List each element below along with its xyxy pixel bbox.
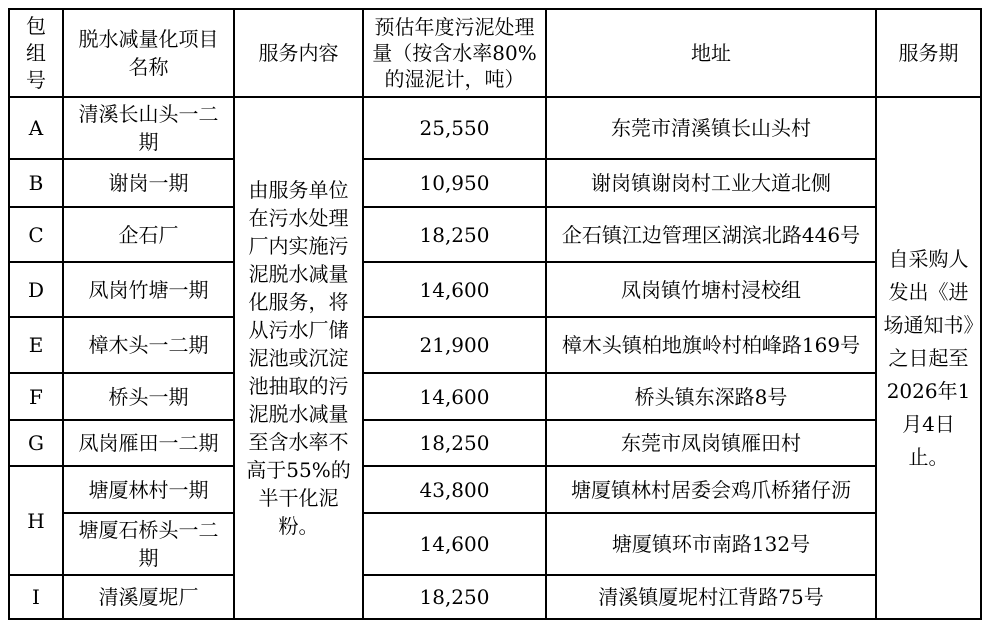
- header-package-group-label: 包组号: [26, 13, 46, 92]
- header-service-content: 服务内容: [234, 9, 363, 97]
- table-row-a: [9, 97, 981, 159]
- address-cell: 清溪镇厦坭村江背路75号: [546, 575, 876, 619]
- project-name-cell: 樟木头一二期: [63, 317, 234, 373]
- table-row-f: [9, 373, 981, 420]
- package-group-cell: C: [9, 207, 63, 262]
- volume-cell: 14,600: [363, 262, 546, 317]
- table-row-e: [9, 317, 981, 373]
- address-cell: 桥头镇东深路8号: [546, 373, 876, 420]
- table-row-c: [9, 207, 981, 262]
- address-cell: 东莞市凤岗镇雁田村: [546, 420, 876, 466]
- package-group-cell: A: [9, 97, 63, 159]
- project-name-cell: 凤岗雁田一二期: [63, 420, 234, 466]
- volume-cell: 21,900: [363, 317, 546, 373]
- table-header-row: [9, 9, 981, 97]
- project-name-cell: 塘厦石桥头一二期: [63, 513, 234, 575]
- address-cell: 樟木头镇柏地旗岭村柏峰路169号: [546, 317, 876, 373]
- procurement-packages-table: [8, 8, 982, 620]
- project-name-cell: 清溪厦坭厂: [63, 575, 234, 619]
- address-cell: 谢岗镇谢岗村工业大道北侧: [546, 159, 876, 207]
- volume-cell: 14,600: [363, 513, 546, 575]
- package-group-cell: G: [9, 420, 63, 466]
- address-cell: 东莞市清溪镇长山头村: [546, 97, 876, 159]
- table-row-b: [9, 159, 981, 207]
- volume-cell: 14,600: [363, 373, 546, 420]
- header-address: 地址: [546, 9, 876, 97]
- volume-cell: 25,550: [363, 97, 546, 159]
- header-annual-volume: 预估年度污泥处理量（按含水率80%的湿泥计，吨）: [363, 9, 546, 97]
- header-package-group: [9, 9, 63, 97]
- project-name-cell: 凤岗竹塘一期: [63, 262, 234, 317]
- address-cell: 企石镇江边管理区湖滨北路446号: [546, 207, 876, 262]
- header-project-name: 脱水减量化项目名称: [63, 9, 234, 97]
- package-group-cell: B: [9, 159, 63, 207]
- volume-cell: 18,250: [363, 207, 546, 262]
- volume-cell: 10,950: [363, 159, 546, 207]
- service-period-cell: 自采购人发出《进场通知书》之日起至2026年1月4日止。: [876, 97, 981, 619]
- address-cell: 凤岗镇竹塘村浸校组: [546, 262, 876, 317]
- header-service-period: 服务期: [876, 9, 981, 97]
- table-row-i: [9, 575, 981, 619]
- package-group-cell: D: [9, 262, 63, 317]
- package-group-cell: E: [9, 317, 63, 373]
- table-row-h2: [9, 513, 981, 575]
- table-row-h1: [9, 466, 981, 513]
- project-name-cell: 谢岗一期: [63, 159, 234, 207]
- project-name-cell: 企石厂: [63, 207, 234, 262]
- volume-cell: 18,250: [363, 420, 546, 466]
- address-cell: 塘厦镇林村居委会鸡爪桥猪仔沥: [546, 466, 876, 513]
- project-name-cell: 清溪长山头一二期: [63, 97, 234, 159]
- project-name-cell: 塘厦林村一期: [63, 466, 234, 513]
- package-group-cell: H: [9, 466, 63, 575]
- volume-cell: 43,800: [363, 466, 546, 513]
- address-cell: 塘厦镇环市南路132号: [546, 513, 876, 575]
- package-group-cell: I: [9, 575, 63, 619]
- service-content-cell: 由服务单位在污水处理厂内实施污泥脱水减量化服务，将从污水厂储泥池或沉淀池抽取的污泥脱水减量至含水率不高于55%的半干化泥粉。: [234, 97, 363, 619]
- project-name-cell: 桥头一期: [63, 373, 234, 420]
- package-group-cell: F: [9, 373, 63, 420]
- table-row-g: [9, 420, 981, 466]
- volume-cell: 18,250: [363, 575, 546, 619]
- table-row-d: [9, 262, 981, 317]
